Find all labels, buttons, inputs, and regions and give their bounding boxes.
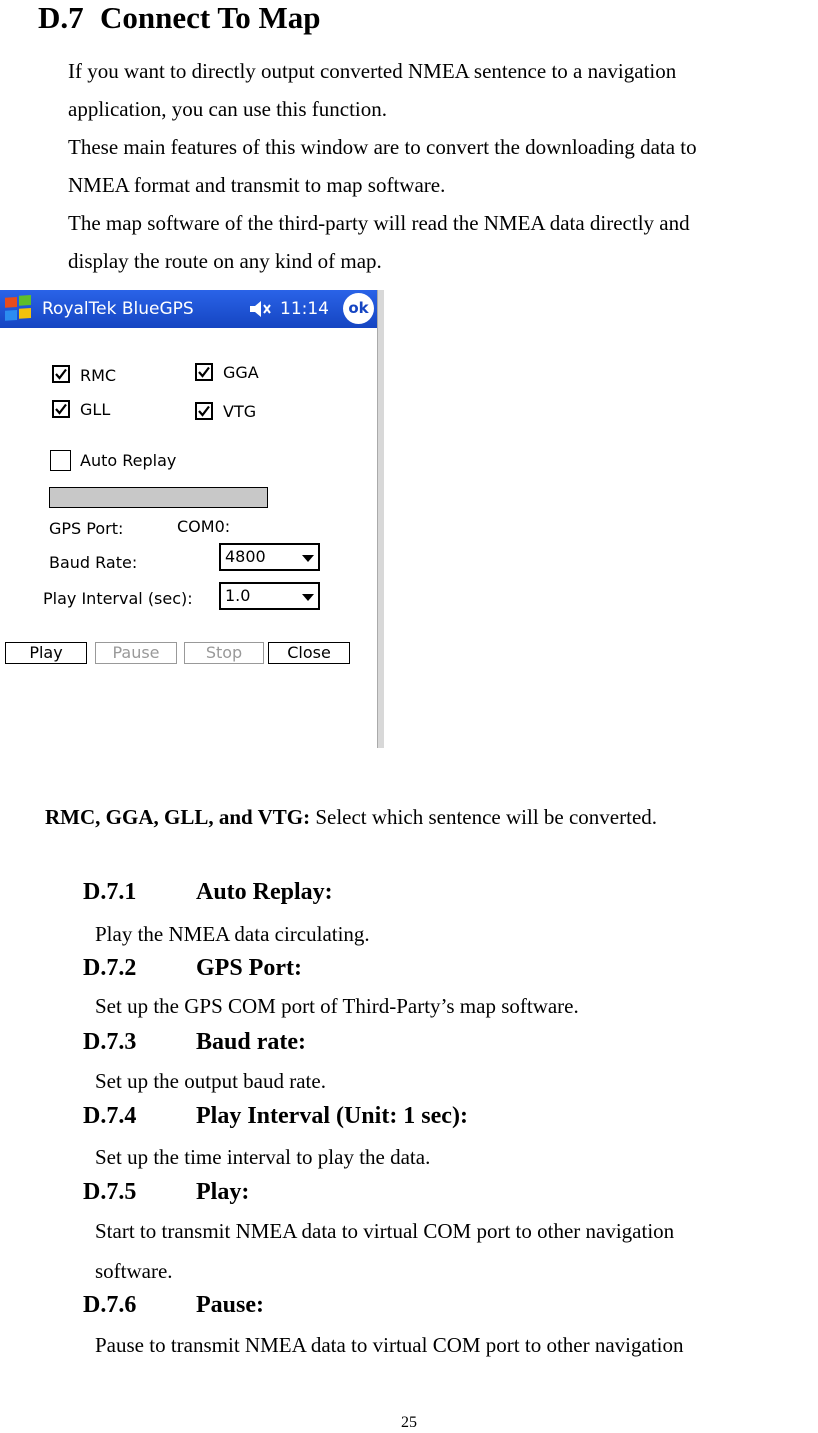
gll-checkbox[interactable] — [52, 400, 70, 418]
baud-rate-select[interactable] — [219, 543, 320, 571]
rmc-checkbox[interactable] — [52, 365, 70, 383]
auto-replay-label: Auto Replay — [80, 451, 177, 470]
subsection-heading — [83, 955, 302, 982]
subsection-desc: Play the NMEA data circulating. — [95, 922, 370, 946]
scrollbar[interactable] — [377, 290, 384, 748]
check-icon — [198, 366, 210, 378]
section-number: D.7 — [38, 0, 84, 35]
intro-line-4: NMEA format and transmit to map software. — [68, 173, 446, 197]
intro-line-2: application, you can use this function. — [68, 97, 388, 121]
subsection-number: D.7.2 — [83, 955, 137, 981]
gps-port-value: COM0: — [177, 517, 231, 536]
section-title: Connect To Map — [100, 0, 321, 35]
page-number: 25 — [401, 1414, 417, 1431]
subsection-number: D.7.4 — [83, 1103, 137, 1129]
subsection-desc: Start to transmit NMEA data to virtual COM port to other navigation — [95, 1219, 675, 1243]
subsection-heading — [83, 1179, 249, 1206]
subsection-number: D.7.6 — [83, 1292, 137, 1318]
intro-line-6: display the route on any kind of map. — [68, 249, 382, 273]
gll-label: GLL — [80, 400, 111, 419]
subsection-number: D.7.1 — [83, 879, 137, 905]
vtg-checkbox[interactable] — [195, 402, 213, 420]
app-titlebar — [0, 290, 377, 328]
replay-progress-bar — [49, 487, 268, 508]
subsection-desc: Set up the GPS COM port of Third-Party’s map software. — [95, 994, 579, 1018]
check-icon — [198, 405, 210, 417]
check-icon — [55, 403, 67, 415]
baud-rate-value: 4800 — [225, 547, 266, 566]
app-title: RoyalTek BlueGPS — [42, 299, 194, 319]
options-caption — [45, 805, 657, 830]
subsection-heading — [83, 879, 333, 906]
gps-port-label: GPS Port: — [49, 519, 124, 538]
stop-button[interactable]: Stop — [184, 642, 264, 664]
auto-replay-checkbox[interactable] — [50, 450, 71, 471]
play-interval-value: 1.0 — [225, 586, 251, 605]
subsection-title: Pause: — [196, 1292, 264, 1318]
check-icon — [55, 368, 67, 380]
subsection-desc: Set up the output baud rate. — [95, 1069, 326, 1093]
pause-button[interactable]: Pause — [95, 642, 177, 664]
play-interval-label: Play Interval (sec): — [43, 589, 193, 608]
caption-text: Select which sentence will be converted. — [310, 805, 658, 829]
subsection-desc: software. — [95, 1259, 173, 1283]
subsection-title: GPS Port: — [196, 955, 302, 981]
intro-line-5: The map software of the third-party will read the NMEA data directly and — [68, 211, 690, 235]
subsection-desc: Pause to transmit NMEA data to virtual COM port to other navigation — [95, 1333, 684, 1357]
clock-time[interactable]: 11:14 — [280, 299, 329, 319]
subsection-title: Baud rate: — [196, 1029, 306, 1055]
rmc-label: RMC — [80, 366, 117, 385]
gga-checkbox[interactable] — [195, 363, 213, 381]
subsection-title: Play: — [196, 1179, 250, 1205]
dropdown-arrow-icon — [302, 555, 314, 562]
ok-button[interactable]: ok — [343, 293, 374, 324]
speaker-icon[interactable] — [248, 299, 272, 324]
subsection-heading — [83, 1292, 264, 1319]
subsection-heading — [83, 1029, 306, 1056]
app-screenshot — [0, 290, 383, 748]
subsection-heading — [83, 1103, 468, 1130]
subsection-desc: Set up the time interval to play the data. — [95, 1145, 431, 1169]
subsection-number: D.7.3 — [83, 1029, 137, 1055]
close-button[interactable]: Close — [268, 642, 350, 664]
vtg-label: VTG — [223, 402, 257, 421]
dropdown-arrow-icon — [302, 594, 314, 601]
play-interval-select[interactable] — [219, 582, 320, 610]
caption-bold: RMC, GGA, GLL, and VTG: — [45, 805, 311, 829]
play-button[interactable]: Play — [5, 642, 87, 664]
subsection-title: Auto Replay: — [196, 879, 333, 905]
subsection-number: D.7.5 — [83, 1179, 137, 1205]
gga-label: GGA — [223, 363, 259, 382]
baud-rate-label: Baud Rate: — [49, 553, 138, 572]
section-heading — [38, 0, 320, 36]
intro-line-1: If you want to directly output converted NMEA sentence to a navigation — [68, 59, 677, 83]
subsection-title: Play Interval (Unit: 1 sec): — [196, 1103, 468, 1129]
windows-start-icon[interactable] — [2, 293, 34, 330]
intro-line-3: These main features of this window are to convert the downloading data to — [68, 135, 697, 159]
